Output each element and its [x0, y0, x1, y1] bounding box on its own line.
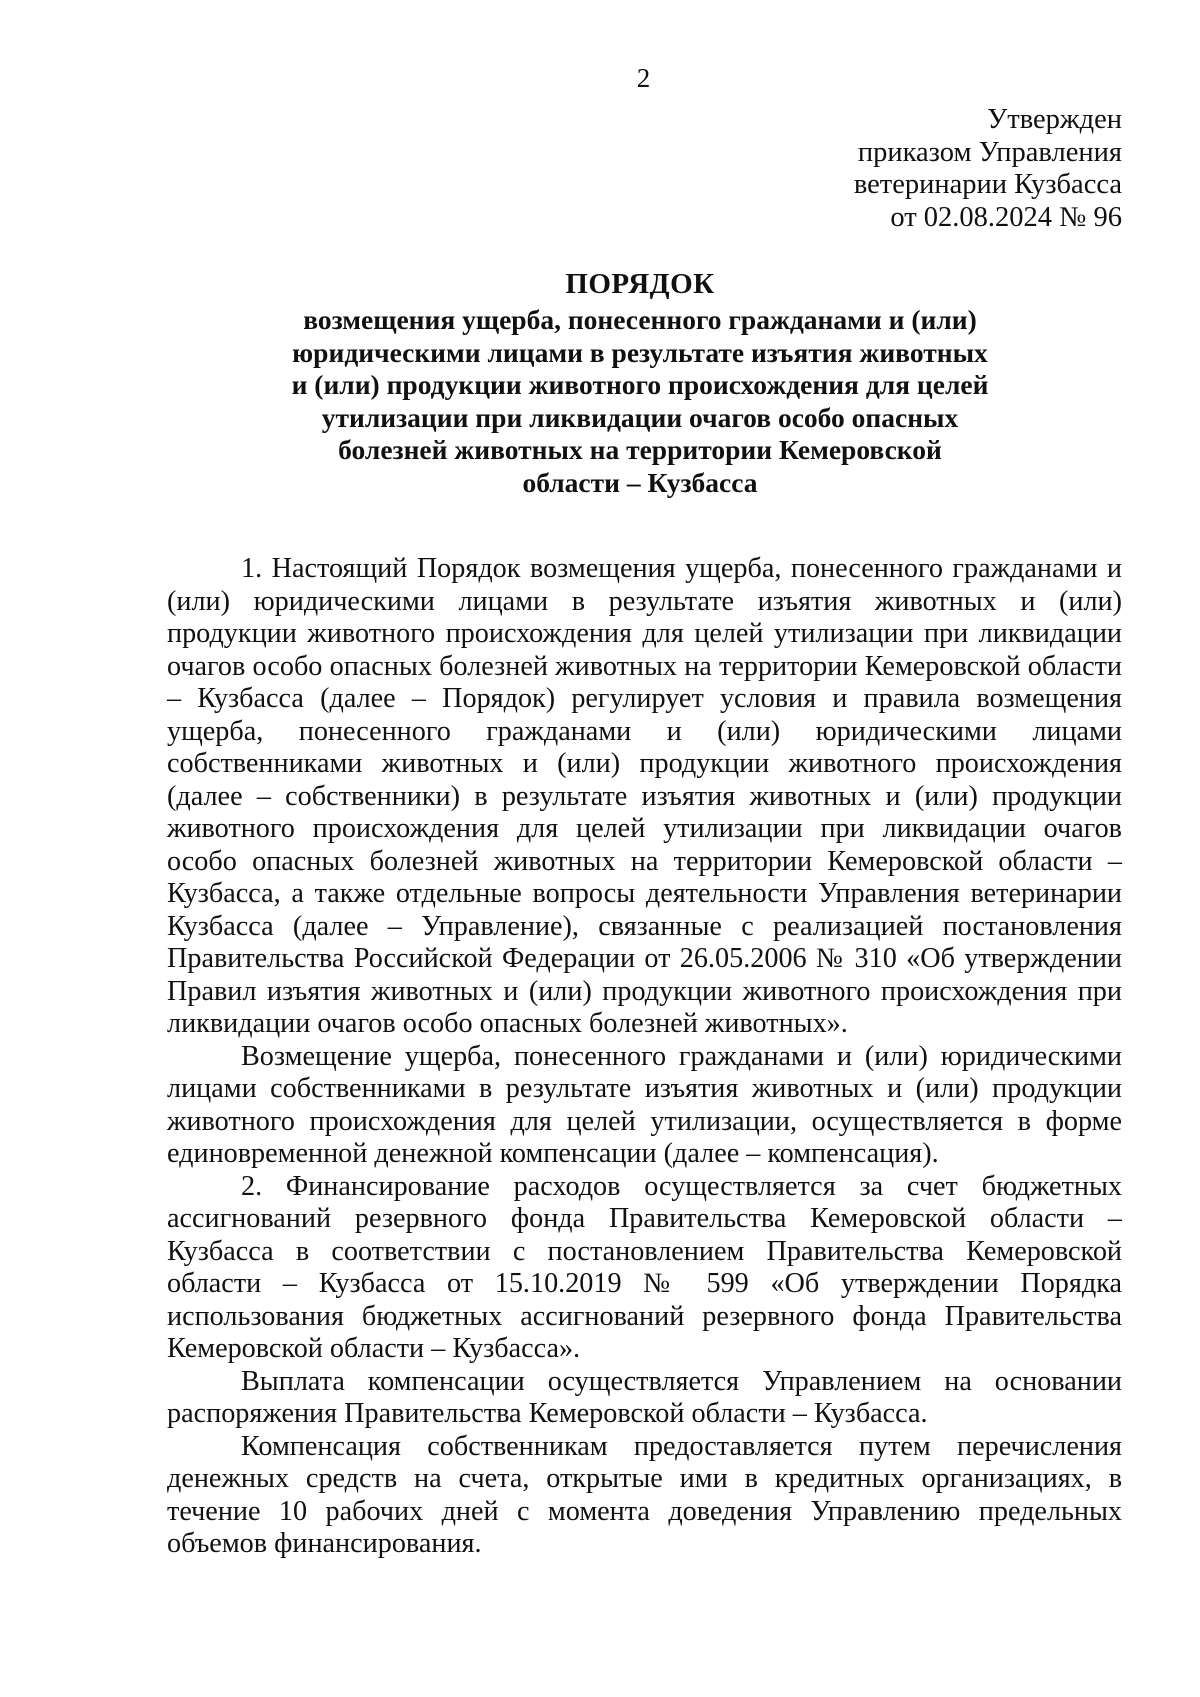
subtitle-line: возмещения ущерба, понесенного гражданами и (или): [303, 304, 977, 335]
subtitle-line: утилизации при ликвидации очагов особо опасных: [321, 401, 959, 433]
subtitle-line: болезней животных на территории Кемеровской: [338, 434, 942, 466]
body-paragraph: Компенсация собственникам предоставляется путем перечисления денежных средств на счета, открытые ими в кредитных организациях, в течение 10 рабочих дней с момента доведения Управлению предельных объемов финансирования.: [167, 1430, 1122, 1559]
body-paragraph: Выплата компенсации осуществляется Управлением на основании распоряжения Правительства Кемеровской области – Кузбасса.: [167, 1365, 1122, 1429]
document-title: ПОРЯДОК: [565, 268, 715, 300]
approval-line: ветеринарии Кузбасса: [853, 169, 1122, 200]
body-paragraph: 1. Настоящий Порядок возмещения ущерба, понесенного гражданами и (или) юридическими лицами в результате изъятия животных и (или) продукции животного происхождения для целей утилизации при ликвидации очагов особо опасных болезней животных на территории Кемеровской области – Кузбасса (далее – Порядок) регулирует условия и правила возмещения ущерба, понесенного гражданами и (или) юридическими лицами собственниками животных и (или) продукции животного происхождения (далее – собственники) в результате изъятия животных и (или) продукции животного происхождения для целей утилизации при ликвидации очагов особо опасных болезней животных на территории Кемеровской области – Кузбасса, а также отдельные вопросы деятельности Управления ветеринарии Кузбасса (далее – Управление), связанные с реализацией постановления Правительства Российской Федерации от 26.05.2006 № 310 «Об утверждении Правил изъятия животных и (или) продукции животного происхождения при ликвидации очагов особо опасных болезней животных».: [167, 553, 1122, 1039]
subtitle-line: области – Кузбасса: [522, 466, 758, 498]
approval-line: приказом Управления: [857, 136, 1122, 168]
document-body: [167, 553, 1122, 1561]
document-subtitle: [160, 304, 1120, 500]
approval-line: от 02.08.2024 № 96: [890, 201, 1122, 233]
approval-stamp-block: [854, 104, 1122, 234]
body-paragraph: 2. Финансирование расходов осуществляется за счет бюджетных ассигнований резервного фонда Правительства Кемеровской области – Кузбасса в соответствии с постановлением Правительства Кемеровской области – Кузбасса от 15.10.2019 № 599 «Об утверждении Порядка использования бюджетных ассигнований резервного фонда Правительства Кемеровской области – Кузбасса».: [167, 1170, 1122, 1364]
approval-line: Утвержден: [987, 104, 1122, 135]
subtitle-line: и (или) продукции животного происхождения для целей: [291, 369, 989, 401]
subtitle-line: юридическими лицами в результате изъятия животных: [292, 336, 988, 368]
page-number: 2: [636, 63, 651, 93]
document-title-block: [160, 266, 1120, 500]
body-paragraph: Возмещение ущерба, понесенного гражданами и (или) юридическими лицами собственниками в результате изъятия животных и (или) продукции животного происхождения для целей утилизации, осуществляется в форме единовременной денежной компенсации (далее – компенсация).: [167, 1040, 1122, 1169]
